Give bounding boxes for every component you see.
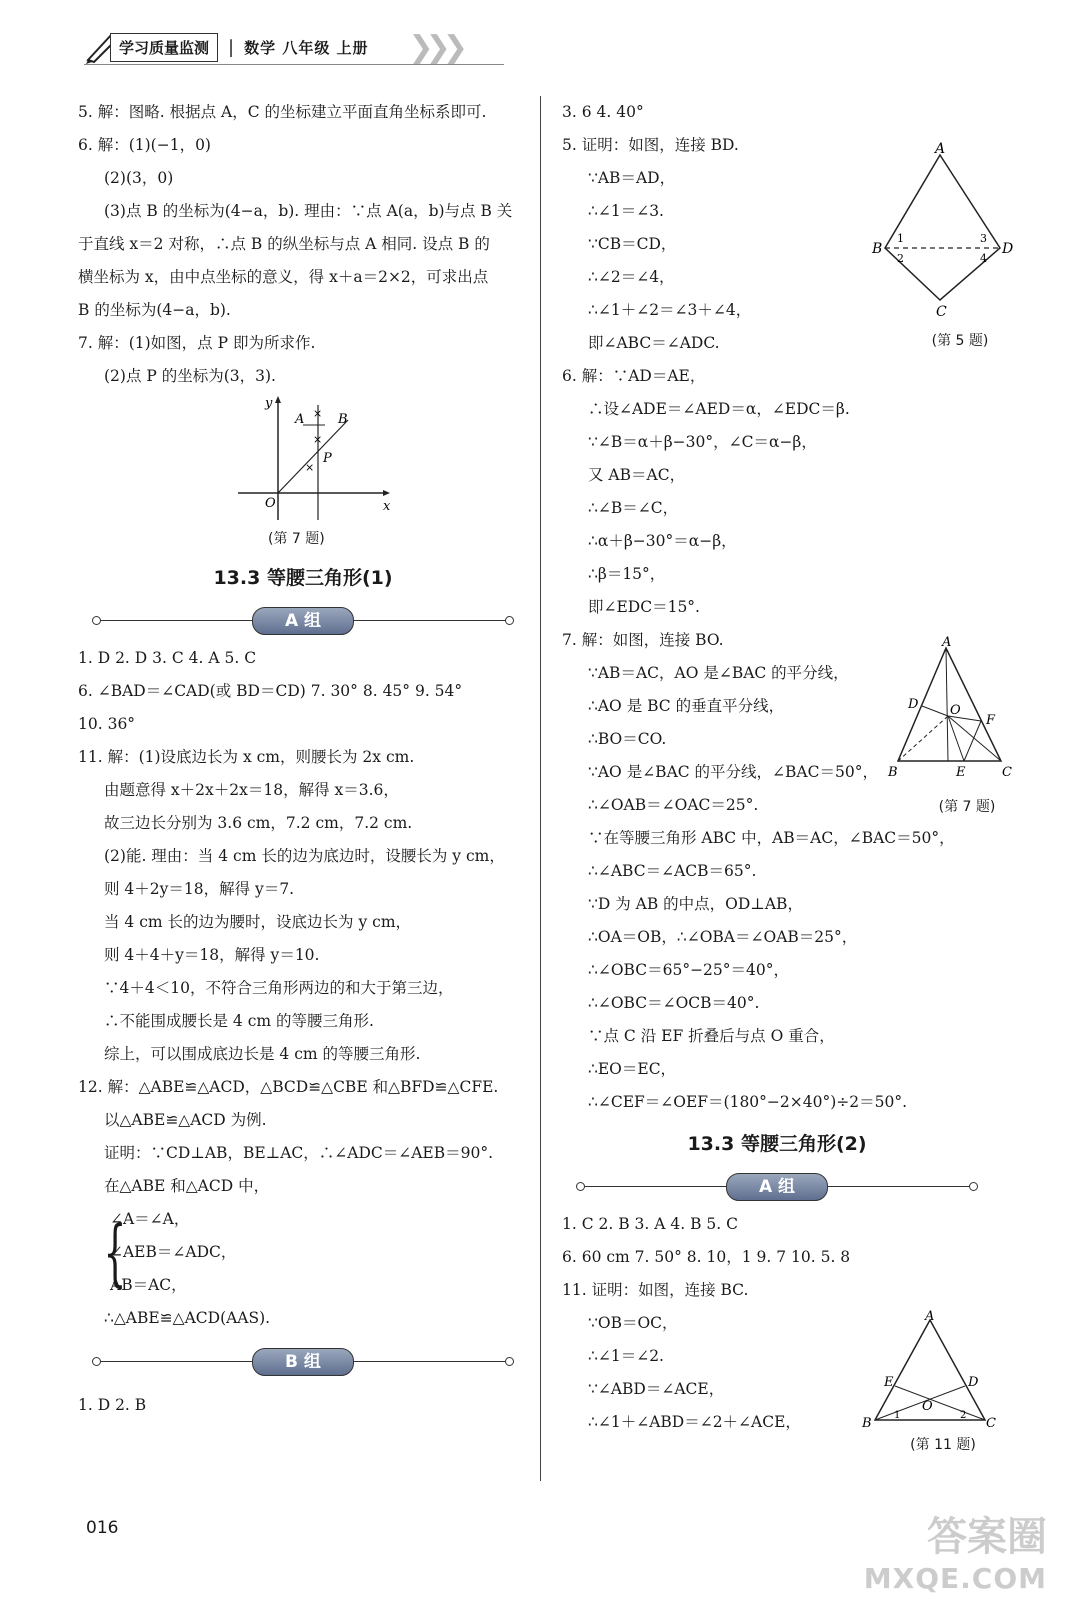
answer-line: ∴∠2＝∠4，	[588, 268, 675, 286]
watermark-line1: 答案圈	[927, 1514, 1047, 1560]
group-a-banner	[562, 1164, 992, 1208]
svg-text:B: B	[338, 412, 348, 427]
answer-line: 于直线 x＝2 对称，∴点 B 的纵坐标与点 A 相同. 设点 B 的	[78, 235, 490, 253]
answer-line: 12. 解：△ABE≌△ACD，△BCD≌△CBE 和△BFD≌△CFE.	[78, 1078, 499, 1096]
figure-7-triangle	[886, 636, 1016, 816]
answer-line: 7. 解：(1)如图，点 P 即为所求作.	[78, 334, 316, 352]
answer-line: 1. D 2. D 3. C 4. A 5. C	[78, 649, 257, 667]
figure-5-kite	[870, 140, 1020, 350]
column-divider	[540, 96, 541, 1481]
brace-system	[78, 1203, 528, 1302]
answer-line: 故三边长分别为 3.6 cm，7.2 cm，7.2 cm.	[104, 814, 413, 832]
answer-line: ∴∠ABC＝∠ACB＝65°.	[588, 862, 757, 880]
answer-line: ∵∠ABD＝∠ACE，	[588, 1380, 725, 1398]
svg-text:×: ×	[305, 461, 315, 474]
svg-text:E: E	[884, 1375, 894, 1390]
section-title: 13.3 等腰三角形(1)	[213, 567, 393, 589]
answer-line: 1. C 2. B 3. A 4. B 5. C	[562, 1215, 738, 1233]
answer-line: 证明：∵CD⊥AB，BE⊥AC，∴∠ADC＝∠AEB＝90°.	[104, 1144, 494, 1162]
answer-line: 3. 6 4. 40°	[562, 103, 644, 121]
svg-text:x: x	[383, 499, 391, 514]
answer-line: ∴∠1＋∠2＝∠3＋∠4，	[588, 301, 752, 319]
answer-line: 5. 解：图略. 根据点 A，C 的坐标建立平面直角坐标系即可.	[78, 103, 487, 121]
figure-11-triangle	[860, 1310, 1000, 1454]
answer-line: 10. 36°	[78, 715, 136, 733]
answer-line: ∴OA＝OB，∴∠OBA＝∠OAB＝25°，	[588, 928, 858, 946]
answer-line: ∵CB＝CD，	[588, 235, 677, 253]
svg-text:1: 1	[897, 232, 904, 245]
svg-text:O: O	[265, 496, 276, 511]
answer-line: 1. D 2. B	[78, 1396, 147, 1414]
answer-line: ∴设∠ADE＝∠AED＝α，∠EDC＝β.	[588, 400, 850, 418]
answer-line: 11. 证明：如图，连接 BC.	[562, 1281, 749, 1299]
group-b-banner	[78, 1339, 528, 1383]
svg-text:×: ×	[313, 407, 323, 420]
answer-line: ∴∠1＝∠2.	[588, 1347, 664, 1365]
answer-line: ∴BO＝CO.	[588, 730, 667, 748]
svg-text:y: y	[265, 396, 273, 411]
answer-line: ∴EO＝EC，	[588, 1060, 677, 1078]
answer-line: ∴△ABE≌△ACD(AAS).	[104, 1309, 271, 1327]
answer-line: 7. 解：如图，连接 BO.	[562, 631, 724, 649]
answer-line: ∠A＝∠A，	[110, 1210, 190, 1228]
answer-line: ∴AO 是 BC 的垂直平分线，	[588, 697, 785, 715]
answer-line: (2)点 P 的坐标为(3，3).	[104, 367, 276, 385]
answer-line: 横坐标为 x，由中点坐标的意义，得 x＋a＝2×2，可求出点	[78, 268, 489, 286]
answer-line: ∴∠1＋∠ABD＝∠2＋∠ACE，	[588, 1413, 801, 1431]
answer-line: (3)点 B 的坐标为(4−a，b). 理由：∵点 A(a，b)与点 B 关	[104, 202, 513, 220]
answer-line: (2)(3，0)	[104, 169, 174, 187]
page-header	[84, 30, 460, 64]
answer-line: 则 4＋2y＝18，解得 y＝7.	[104, 880, 295, 898]
svg-text:O: O	[922, 1399, 933, 1414]
section-title: 13.3 等腰三角形(2)	[687, 1133, 867, 1155]
answer-line: 6. 60 cm 7. 50° 8. 10，1 9. 7 10. 5. 8	[562, 1248, 851, 1266]
answer-line: ∴∠CEF＝∠OEF＝(180°−2×40°)÷2＝50°.	[588, 1093, 908, 1111]
left-column	[78, 96, 528, 1422]
answer-line: ∴∠1＝∠3.	[588, 202, 664, 220]
figure-caption: (第 7 题)	[938, 799, 996, 815]
figure-7-coordinate	[78, 393, 528, 553]
answer-line: 5. 证明：如图，连接 BD.	[562, 136, 739, 154]
header-separator: |	[228, 36, 235, 58]
group-b-label: B 组	[252, 1348, 354, 1376]
answer-line: ∵OB＝OC，	[588, 1314, 678, 1332]
svg-text:B: B	[888, 765, 898, 780]
page-number: 016	[86, 1518, 119, 1538]
answer-line: ∵AO 是∠BAC 的平分线，∠BAC＝50°，	[588, 763, 878, 781]
answer-line: (2)能. 理由：当 4 cm 长的边为底边时，设腰长为 y cm，	[104, 847, 505, 865]
svg-text:O: O	[950, 703, 961, 718]
svg-text:P: P	[323, 451, 332, 466]
group-a-label: A 组	[252, 607, 354, 635]
answer-line: 6. 解：(1)(−1，0)	[78, 136, 211, 154]
answer-line: ∴∠OBC＝65°−25°＝40°，	[588, 961, 790, 979]
svg-text:D: D	[908, 697, 919, 712]
figure-caption: (第 7 题)	[268, 531, 325, 547]
answer-line: ∴∠B＝∠C，	[588, 499, 679, 517]
svg-text:E: E	[956, 765, 966, 780]
svg-text:C: C	[986, 1416, 996, 1430]
watermark	[864, 1505, 1047, 1595]
group-a-label: A 组	[726, 1173, 828, 1201]
coordinate-figure	[233, 395, 393, 525]
answer-line: 在△ABE 和△ACD 中，	[104, 1177, 270, 1195]
answer-line: ∴不能围成腰长是 4 cm 的等腰三角形.	[104, 1012, 374, 1030]
answer-line: ∴∠OBC＝∠OCB＝40°.	[588, 994, 760, 1012]
answer-line: ∠AEB＝∠ADC，	[110, 1243, 237, 1261]
answer-line: 以△ABE≌△ACD 为例.	[104, 1111, 267, 1129]
answer-line: AB＝AC，	[110, 1276, 187, 1294]
answer-line: ∴α＋β−30°＝α−β，	[588, 532, 737, 550]
answer-line: ∴β＝15°，	[588, 565, 666, 583]
answer-line: 即∠EDC＝15°.	[588, 598, 700, 616]
svg-text:1: 1	[894, 1410, 901, 1421]
answer-line: 则 4＋4＋y＝18，解得 y＝10.	[104, 946, 320, 964]
svg-text:A: A	[935, 141, 946, 157]
answer-line: B 的坐标为(4−a，b).	[78, 301, 231, 319]
figure-caption: (第 11 题)	[910, 1437, 976, 1453]
triangle-figure	[886, 636, 1016, 786]
svg-text:C: C	[1002, 765, 1012, 780]
answer-line: 即∠ABC＝∠ADC.	[588, 334, 720, 352]
answer-line: ∴∠OAB＝∠OAC＝25°.	[588, 796, 759, 814]
brace-symbol: {	[103, 1210, 127, 1294]
svg-text:A: A	[942, 636, 952, 650]
answer-line: 6. 解：∵AD＝AE，	[562, 367, 706, 385]
triangle-figure	[860, 1310, 1000, 1430]
answer-line: ∵4＋4＜10，不符合三角形两边的和大于第三边，	[104, 979, 454, 997]
svg-text:×: ×	[313, 433, 323, 446]
kite-figure	[870, 140, 1020, 320]
answer-line: ∵在等腰三角形 ABC 中，AB＝AC，∠BAC＝50°，	[588, 829, 955, 847]
figure-caption: (第 5 题)	[931, 333, 989, 349]
answer-line: 综上，可以围成底边长是 4 cm 的等腰三角形.	[104, 1045, 421, 1063]
svg-text:D: D	[1002, 241, 1014, 257]
answer-line: 当 4 cm 长的边为腰时，设底边长为 y cm，	[104, 913, 412, 931]
answer-line: 又 AB＝AC，	[588, 466, 686, 484]
svg-text:A: A	[925, 1310, 935, 1324]
svg-text:B: B	[862, 1416, 872, 1430]
svg-text:2: 2	[960, 1410, 967, 1421]
svg-text:F: F	[986, 713, 996, 728]
header-subject: 数学 八年级 上册	[244, 38, 369, 57]
answer-line: ∵AB＝AD，	[588, 169, 676, 187]
svg-text:3: 3	[980, 232, 987, 245]
svg-text:C: C	[936, 304, 947, 320]
answer-line: 6. ∠BAD＝∠CAD(或 BD＝CD) 7. 30° 8. 45° 9. 54°	[78, 682, 463, 700]
answer-line: 11. 解：(1)设底边长为 x cm，则腰长为 2x cm.	[78, 748, 415, 766]
header-rule	[84, 64, 504, 65]
header-badge: 学习质量监测	[110, 33, 218, 62]
svg-text:2: 2	[897, 252, 904, 265]
answer-line: ∵AB＝AC，AO 是∠BAC 的平分线，	[588, 664, 849, 682]
answer-line: ∵∠B＝α＋β−30°，∠C＝α−β，	[588, 433, 817, 451]
group-a-banner	[78, 598, 528, 642]
answer-line: 由题意得 x＋2x＋2x＝18，解得 x＝3.6，	[104, 781, 399, 799]
chevron-right-icon: ❯❯❯	[408, 29, 460, 65]
watermark-line2: MXQE.COM	[863, 1562, 1047, 1595]
svg-text:A: A	[295, 412, 305, 427]
svg-text:4: 4	[980, 252, 987, 265]
answer-line: ∵D 为 AB 的中点，OD⊥AB，	[588, 895, 803, 913]
svg-text:B: B	[872, 241, 883, 257]
answer-line: ∵点 C 沿 EF 折叠后与点 O 重合，	[588, 1027, 835, 1045]
svg-text:D: D	[968, 1375, 979, 1390]
